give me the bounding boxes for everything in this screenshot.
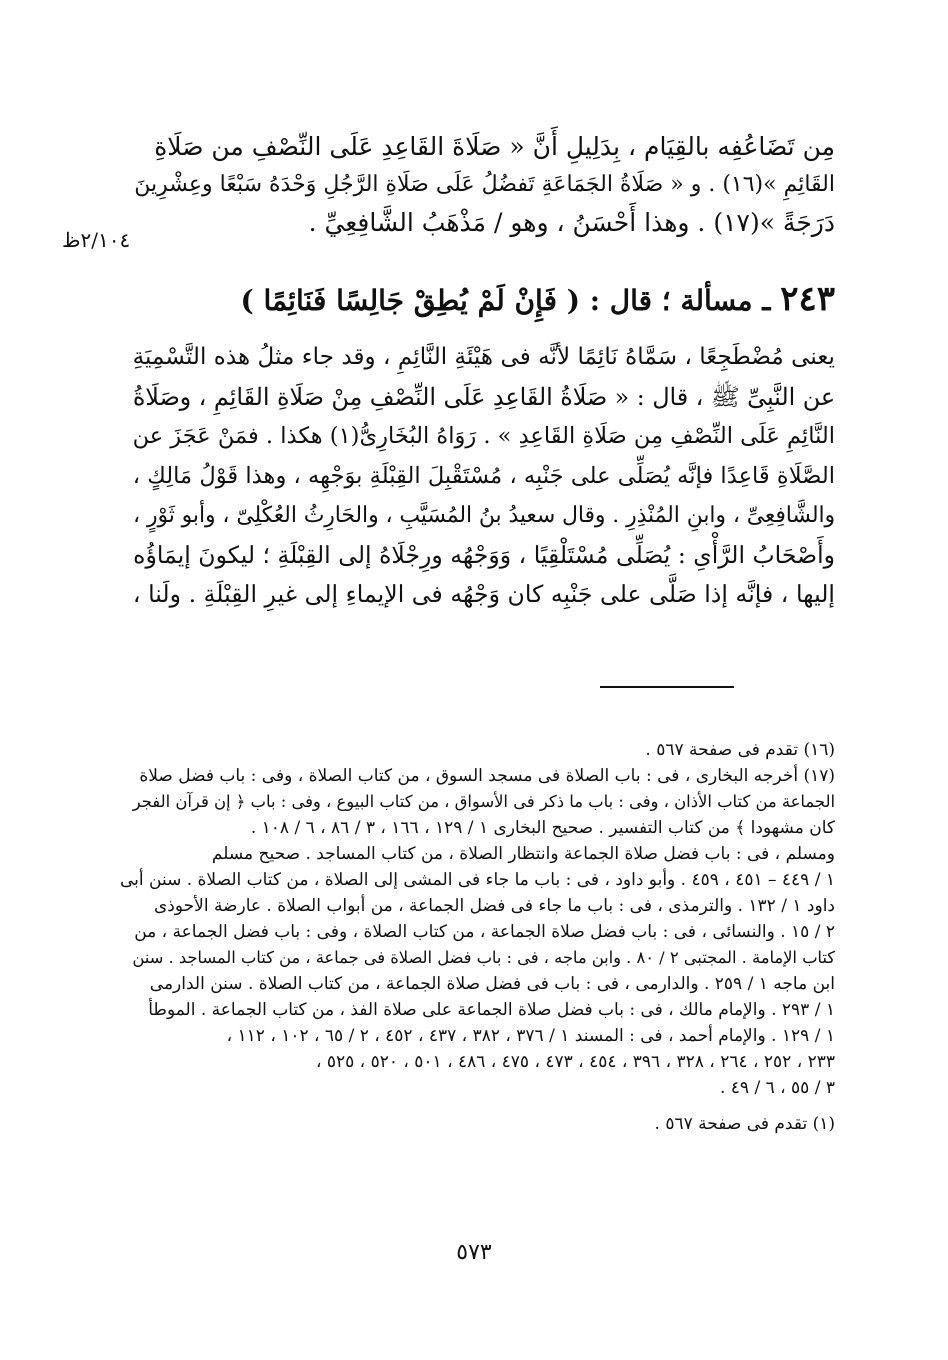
footnote-line: كتاب الإمامة . المجتبى ٢ / ٨٠ . وابن ماجه ، فى : باب فضل الصلاة فى جماعة ، من كتاب المساجد . سنن	[132, 948, 835, 967]
footnote-line: ابن ماجه ١ / ٢٥٩ . والدارمى ، فى : باب فى فضل صلاة الجماعة ، من كتاب الصلاة . سنن الدارمى	[149, 974, 835, 994]
footnote-line: (١٦) تقدم فى صفحة ٥٦٧ .	[645, 740, 835, 760]
footnote-line: ١ / ١٢٩ . والإمام أحمد ، فى : المسند ١ / ٣٧٦ ، ٣٨٢ ، ٤٣٧ ، ٤٥٢ ، ٢ / ٦٥ ، ١٠٢ ، ١١٢ ،	[226, 1026, 835, 1046]
footnote-line: ومسلم ، فى : باب فضل صلاة الجماعة وانتظار الصلاة ، من كتاب المساجد . صحيح مسلم	[211, 844, 835, 864]
issue-title: ـ مسألة ؛ قال : ( فَإِنْ لَمْ يُطِقْ جَالِسًا فَنَائِمًا )	[240, 284, 771, 317]
paragraph-line: يعنى مُضْطَجِعًا ، سَمَّاهُ نَائِمًا لأنَّه فى هَيْئَةِ النَّائِمِ ، وقد جاء مثلُ هذه التَّسْمِيَةِ	[132, 344, 835, 370]
paragraph-line: إليها ، فإنَّه إذا صَلَّى على جَنْبِه كان وَجْهُه فى الإيماءِ إلى غيرِ القِبْلَةِ . ولَنا ،	[132, 580, 835, 608]
main-text-block	[120, 128, 835, 242]
main-text-line: مِن تَضَاعُفِه بالقِيَام ، بِدَلِيلِ أَنَّ « صَلَاةَ القَاعِدِ عَلَى النِّصْفِ من صَلَاةِ	[154, 132, 835, 161]
paragraph-line: الصَّلَاةِ قَاعِدًا فإنَّه يُصَلِّى على جَنْبِه ، مُسْتَقْبِلَ القِبْلَةِ بوَجْهِه ، وهذا قَوْلُ مَالِكٍ ،	[132, 462, 835, 489]
footnote-line: كان مشهودا ﴾ من كتاب التفسير . صحيح البخارى ١ / ١٢٩ ، ١٦٦ ، ٣ / ٨٦ ، ٦ / ١٠٨ .	[250, 818, 835, 838]
footnote-line: ١ / ٢٩٣ . والإمام مالك ، فى : باب فضل صلاة الجماعة على صلاة الفذ ، من كتاب الجماعة . الموطأ	[148, 1000, 835, 1020]
footnote-line: ٣ / ٥٥ ، ٦ / ٤٩ .	[719, 1078, 835, 1098]
footnote-line: ٢٣٣ ، ٢٥٢ ، ٢٦٤ ، ٣٢٨ ، ٣٩٦ ، ٤٥٤ ، ٤٧٣ ، ٤٧٥ ، ٤٨٦ ، ٥٠١ ، ٥٢٠ ، ٥٢٥ ،	[315, 1052, 835, 1072]
footnote-line: داود ١ / ١٣٢ . والترمذى ، فى : باب ما جاء فى فضل الجماعة ، من أبواب الصلاة . عارضة الأحوذى	[153, 896, 835, 916]
paragraph-line: عن النَّبِىِّ ﷺ ، قال : « صَلَاةُ القَاعِدِ عَلَى النِّصْفِ مِنْ صَلَاةِ القَائِمِ ، وصَلَاةُ	[132, 382, 835, 411]
paragraph-line: وأَصْحَابُ الرَّأْىِ : يُصَلِّى مُسْتَلْقِيًا ، وَوَجْهُه ورِجْلَاهُ إلى القِبْلَةِ ؛ ليكونَ إيمَاؤُه	[133, 540, 835, 569]
footnote-gap	[118, 1101, 835, 1111]
manuscript-margin-reference: ٢/١٠٤ظ	[62, 228, 131, 252]
commentary-paragraph	[118, 338, 835, 615]
footnote-line: (١٧) أخرجه البخارى ، فى : باب الصلاة فى مسجد السوق ، من كتاب الصلاة ، وفى : باب فضل صلاة	[139, 766, 835, 786]
paragraph-line: النَّائِمِ عَلَى النِّصْفِ مِن صَلَاةِ القَاعِدِ » . رَوَاهُ البُخَارِىُّ(١) هكذا . فمَنْ عَجَزَ عن	[132, 423, 835, 449]
footnote-line: الجماعة من كتاب الأذان ، وفى : باب ما ذكر فى الأسواق ، من كتاب البيوع ، وفى : باب ﴿ إن قرآن الفجر	[132, 792, 835, 811]
issue-number: ٢٤٣	[780, 279, 835, 319]
footnote-separator	[600, 686, 734, 688]
footnote-line: ٢ / ١٥ . والنسائى ، فى : باب فضل صلاة الجماعة ، من كتاب الصلاة ، وفى : باب فضل الجماعة ، من	[134, 922, 835, 942]
issue-heading	[240, 279, 835, 319]
paragraph-line: والشَّافِعِىِّ ، وابنِ المُنْذِرِ . وقال سعيدُ بنُ المُسَيَّبِ ، والحَارِثُ العُكْلِىّ ، وأبو ثَوْرٍ ،	[133, 503, 835, 528]
footnote-line: (١) تقدم فى صفحة ٥٦٧ .	[654, 1114, 835, 1134]
footnote-line: ١ / ٤٤٩ – ٤٥١ ، ٤٥٩ . وأبو داود ، فى : باب ما جاء فى المشى إلى الصلاة ، من كتاب الصلاة . سنن أبى	[119, 870, 835, 890]
footnotes	[118, 737, 835, 1137]
main-text-line: القَائِمِ »(١٦) . و « صَلَاةُ الجَمَاعَةِ تَفضُلُ عَلَى صَلَاةِ الرَّجُلِ وَحْدَهُ سَبْعًا وعِشْرِينَ	[134, 172, 835, 197]
main-text-line: دَرَجَةً »(١٧) . وهذا أَحْسَنُ ، وهو / مَذْهَبُ الشَّافِعِيِّ .	[308, 208, 835, 237]
page-number: ٥٧٣	[456, 1240, 492, 1265]
